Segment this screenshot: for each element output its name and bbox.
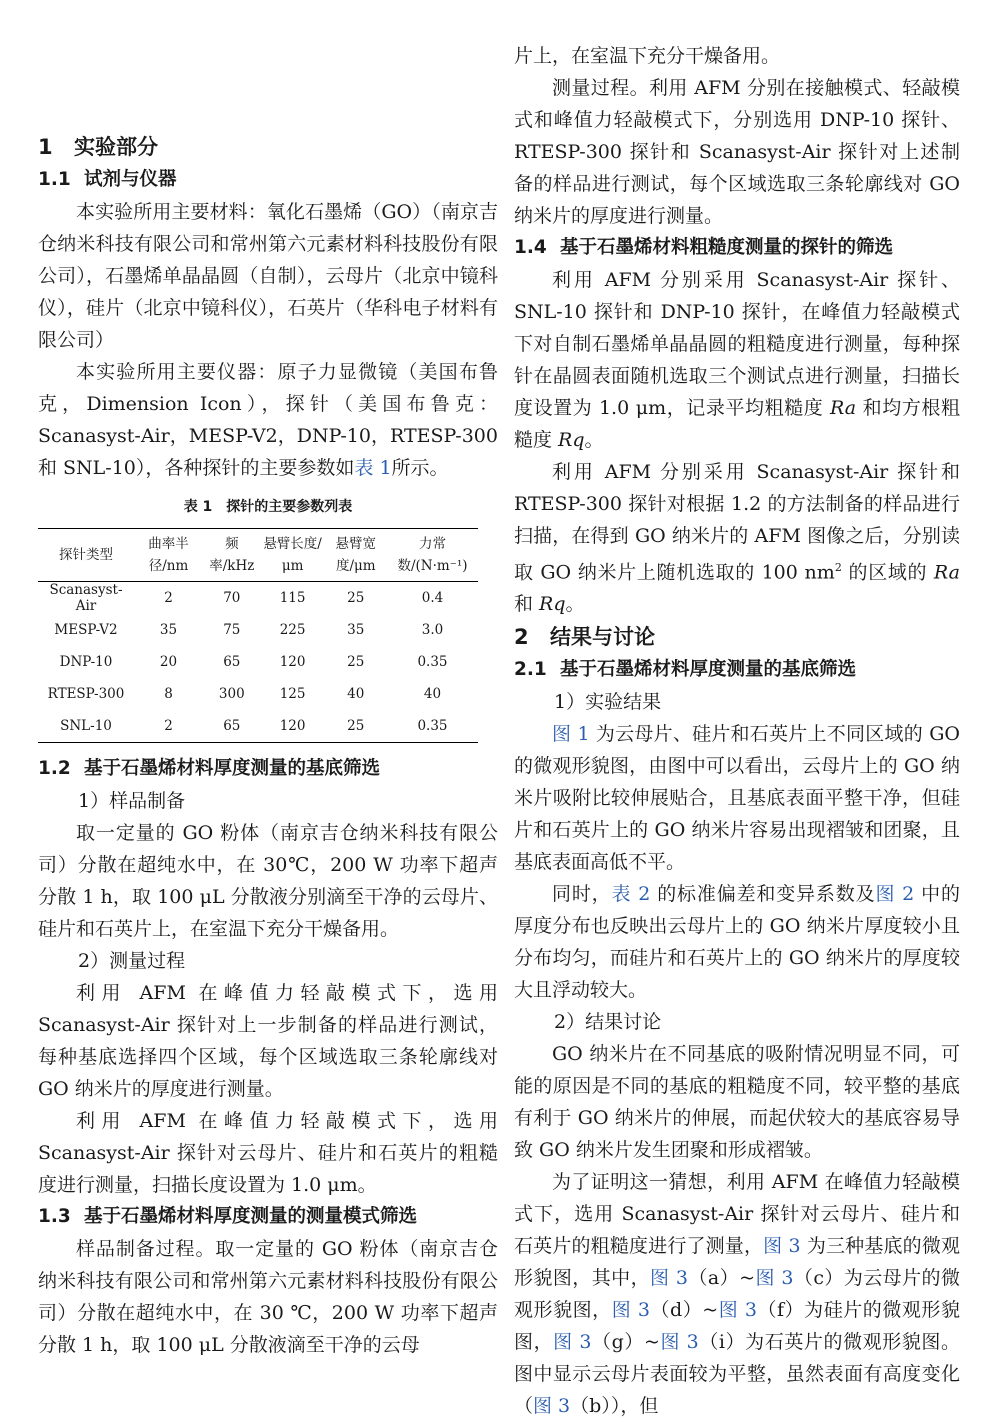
table-cell: 2 <box>164 590 173 606</box>
figure-3-paragraph: 为了证明这一猜想，利用 AFM 在峰值力轻敲模式下，选用 Scanasyst-Air 探针对云母片、硅片和石英片的粗糙度进行了测量，图 3 为三种基底的微观形貌图，其中，图 3（a）~图 3（c）为云母片的微观形貌图，图 3（d）~图 3（f）为硅片的微观形貌图，图 3（g）~图 3（i）为石英片的微观形貌图。图中显示云母片表面较为平整，虽然表面有高度变化（图 3（b）），但 <box>514 1171 960 1418</box>
table-cell: 25 <box>347 654 365 670</box>
measurement-process-paragraph: 测量过程。利用 AFM 分别在接触模式、轻敲模式和峰值力轻敲模式下，分别选用 DNP-10 探针、RTESP-300 探针和 Scanasyst-Air 探针对上述制备的样品进行测试，每个区域选取三条轮廓线对 GO 纳米片的厚度进行测量。 <box>514 77 960 227</box>
table-cell: RTESP-300 <box>47 686 125 702</box>
table-2-link[interactable]: 表 2 <box>611 883 651 906</box>
table-cell: 115 <box>279 590 306 606</box>
sample-process-paragraph: 样品制备过程。取一定量的 GO 粉体（南京吉仓纳米科技有限公司和常州第六元素材料科技股份有限公司）分散在超纯水中，在 30 ℃，200 W 功率下超声分散 1 h，取 100 μL 分散液滴至干净的云母 <box>38 1238 498 1356</box>
table-cell: 0.4 <box>421 590 444 606</box>
figure-3-link[interactable]: 图 3 <box>611 1299 650 1322</box>
probe-roughness-paragraph: 利用 AFM 分别采用 Scanasyst-Air 探针、SNL-10 探针和 DNP-10 探针，在峰值力轻敲模式下对自制石墨烯单晶晶圆的粗糙度进行测量，每种探针在晶圆表面随机选取三个测试点进行测量，扫描长度设置为 1.0 μm，记录平均粗糙度 Ra 和均方根粗糙度 Rq。 <box>514 269 961 451</box>
instruments-paragraph: 本实验所用主要仪器：原子力显微镜（美国布鲁克，Dimension Icon），探针（美国布鲁克：Scanasyst-Air，MESP-V2，DNP-10，RTESP-300 和 SNL-10），各种探针的主要参数如表 1所示。 <box>38 361 498 479</box>
results-paragraph: 图 1 为云母片、硅片和石英片上不同区域的 GO 的微观形貌图，由图中可以看出，云母片上的 GO 纳米片吸附比较伸展贴合，且基底表面平整干净，但硅片和石英片上的 GO 纳米片容易出现褶皱和团聚，且基底表面高低不平。 <box>514 723 960 874</box>
table-cell: SNL-10 <box>38 710 134 743</box>
table-header: 力常数/(N·m⁻¹) <box>387 529 478 582</box>
section-2-1-heading: 2.1 基于石墨烯材料厚度测量的基底筛选 <box>514 659 857 681</box>
table-row <box>38 614 478 646</box>
table-row <box>38 646 478 678</box>
figure-1-link[interactable]: 图 1 <box>552 723 590 746</box>
table-cell: DNP-10 <box>59 654 113 670</box>
table-cell: 40 <box>347 686 365 702</box>
sample-prep-paragraph: 取一定量的 GO 粉体（南京吉仓纳米科技有限公司）分散在超纯水中，在 30℃，200 W 功率下超声分散 1 h，取 100 μL 分散液分别滴至干净的云母片、硅片和石英片上，在室温下充分干燥备用。 <box>38 822 498 940</box>
table-cell: 125 <box>279 686 306 702</box>
table-1-link[interactable]: 表 1 <box>354 457 392 479</box>
table-cell: Scanasyst-Air <box>49 582 123 614</box>
figure-2-link[interactable]: 图 2 <box>875 883 915 906</box>
section-1-4-heading: 1.4 基于石墨烯材料粗糙度测量的探针的筛选 <box>514 237 894 258</box>
table-cell: 65 <box>223 654 241 670</box>
figure-3-link[interactable]: 图 3 <box>763 1235 801 1258</box>
figure-3-link[interactable]: 图 3 <box>533 1395 571 1418</box>
table-cell: 8 <box>164 686 173 702</box>
table-cell: 65 <box>203 710 261 743</box>
figure-3-link[interactable]: 图 3 <box>553 1331 592 1354</box>
table-cell: 0.35 <box>417 654 448 670</box>
table-cell: 0.35 <box>387 710 478 743</box>
table-row <box>38 710 478 743</box>
distribution-paragraph: 同时，表 2 的标准偏差和变异系数及图 2 中的厚度分布也反映出云母片上的 GO 纳米片厚度较小且分布均匀，而硅片和石英片上的 GO 纳米片的厚度较大且浮动较大。 <box>514 883 960 1002</box>
continued-paragraph: 片上，在室温下充分干燥备用。 <box>514 45 781 67</box>
table-cell: 25 <box>325 710 387 743</box>
figure-3-link[interactable]: 图 3 <box>718 1299 757 1322</box>
table-caption: 表 1 探针的主要参数列表 <box>183 499 353 515</box>
table-header: 探针类型 <box>38 529 134 582</box>
table-header: 频率/kHz <box>203 529 261 582</box>
roughness-paragraph: 利用 AFM 在峰值力轻敲模式下，选用 Scanasyst-Air 探针对云母片、硅片和石英片的粗糙度进行测量，扫描长度设置为 1.0 μm。 <box>38 1110 498 1196</box>
table-cell: 20 <box>159 654 178 670</box>
table-cell: 35 <box>347 622 365 638</box>
probe-parameter-table <box>38 528 478 743</box>
table-row <box>38 678 478 710</box>
table-cell: 75 <box>223 622 241 638</box>
table-cell: 25 <box>347 590 365 606</box>
table-cell: MESP-V2 <box>54 622 118 638</box>
section-1-2-heading: 1.2 基于石墨烯材料厚度测量的基底筛选 <box>38 758 381 779</box>
materials-paragraph: 本实验所用主要材料：氧化石墨烯（GO）（南京吉仓纳米科技有限公司和常州第六元素材料科技股份有限公司），石墨烯单晶晶圆（自制），云母片（北京中镜科仪），硅片（北京中镜科仪），石英片（华科电子材料有限公司） <box>38 201 498 351</box>
table-header: 悬臂宽度/μm <box>325 529 387 582</box>
table-cell: 300 <box>218 686 245 702</box>
figure-3-link[interactable]: 图 3 <box>755 1267 794 1290</box>
table-cell: 120 <box>279 654 306 670</box>
table-cell: 70 <box>223 590 241 606</box>
left-column <box>38 0 498 1361</box>
discussion-paragraph: GO 纳米片在不同基底的吸附情况明显不同，可能的原因是不同的基底的粗糙度不同，较平整的基底有利于 GO 纳米片的伸展，而起伏较大的基底容易导致 GO 纳米片发生团聚和形成褶皱。 <box>514 1043 960 1162</box>
figure-3-link[interactable]: 图 3 <box>659 1331 699 1354</box>
subheading-results: 1）实验结果 <box>554 691 662 714</box>
table-cell: 40 <box>423 686 442 702</box>
subheading-sample-prep: 1）样品制备 <box>78 790 186 812</box>
table-cell: 3.0 <box>421 622 444 638</box>
figure-3-link[interactable]: 图 3 <box>650 1267 689 1290</box>
table-header: 悬臂长度/μm <box>261 529 325 582</box>
subheading-measurement: 2）测量过程 <box>78 950 186 972</box>
section-1-3-heading: 1.3 基于石墨烯材料厚度测量的测量模式筛选 <box>38 1206 418 1227</box>
section-2-heading: 2 结果与讨论 <box>514 625 655 650</box>
measurement-paragraph: 利用 AFM 在峰值力轻敲模式下，选用 Scanasyst-Air 探针对上一步制备的样品进行测试，每种基底选择四个区域，每个区域选取三条轮廓线对 GO 纳米片的厚度进行测量。 <box>38 982 498 1100</box>
table-cell: 2 <box>134 710 203 743</box>
table-cell: 225 <box>279 622 306 638</box>
section-1-heading: 1 实验部分 <box>38 135 158 159</box>
subheading-discussion: 2）结果讨论 <box>554 1011 662 1034</box>
table-cell: 35 <box>159 622 178 638</box>
right-column <box>514 0 960 1422</box>
section-1-1-heading: 1.1 试剂与仪器 <box>38 169 177 190</box>
table-cell: 120 <box>261 710 325 743</box>
go-roughness-paragraph: 利用 AFM 分别采用 Scanasyst-Air 探针和 RTESP-300 探针对根据 1.2 的方法制备的样品进行扫描，在得到 GO 纳米片的 AFM 图像之后，分别读取 GO 纳米片上随机选取的 100 $nm^2$ 的区域的 Ra 和 Rq。 <box>514 461 960 616</box>
table-row <box>38 582 478 615</box>
table-header: 曲率半径/nm <box>134 529 203 582</box>
